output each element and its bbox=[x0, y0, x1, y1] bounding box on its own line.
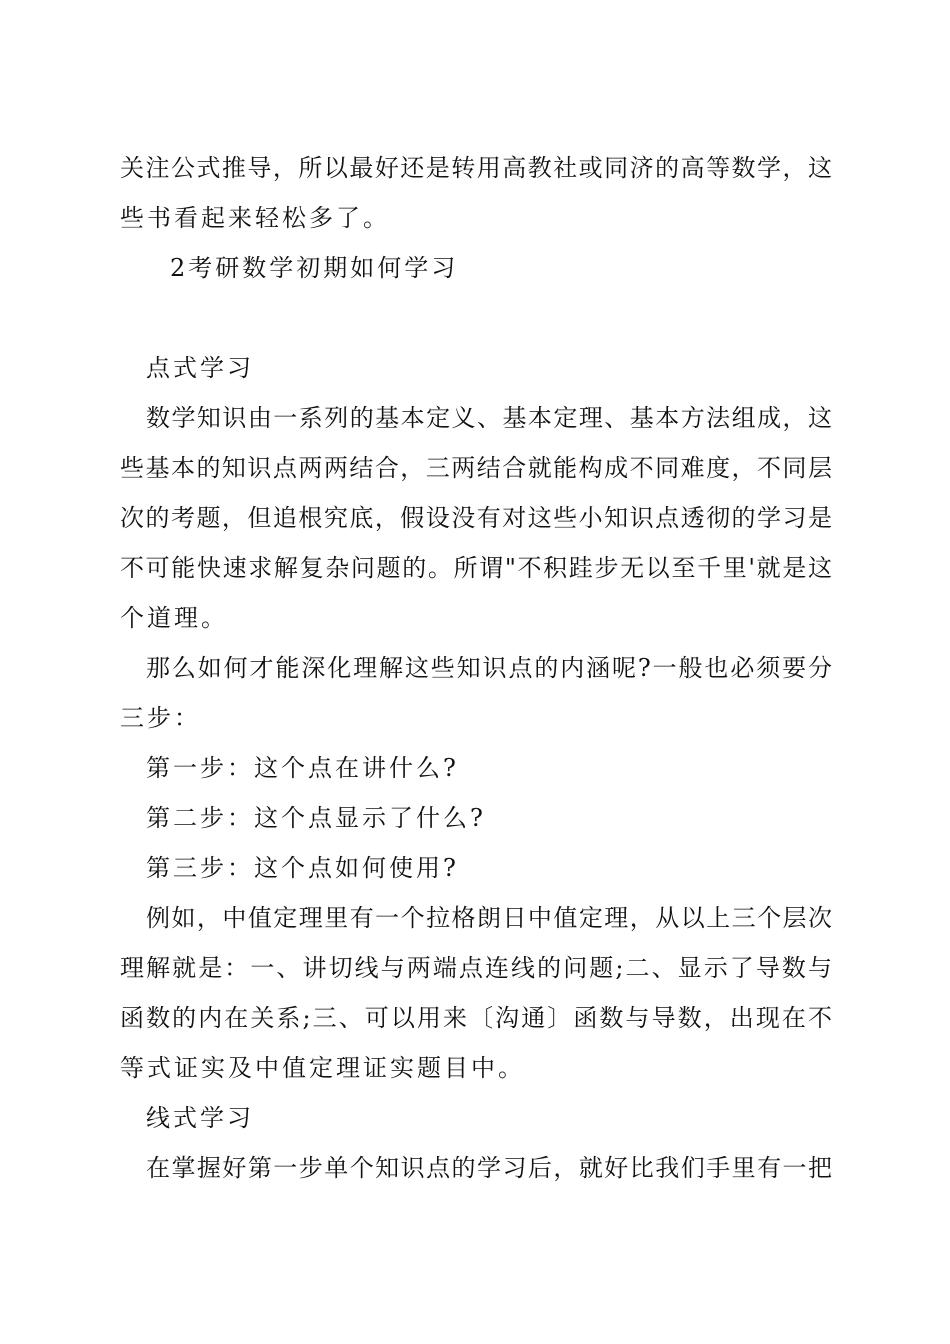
paragraph-line: 个道理。 bbox=[120, 604, 228, 632]
paragraph-line: 数学知识由一系列的基本定义、基本定理、基本方法组成，这 bbox=[146, 404, 832, 432]
paragraph-line: 等式证实及中值定理证实题目中。 bbox=[120, 1054, 525, 1082]
step-line: 第一步：这个点在讲什么? bbox=[146, 754, 459, 782]
subsection-heading: 线式学习 bbox=[146, 1104, 254, 1132]
step-line: 第二步：这个点显示了什么? bbox=[146, 804, 486, 832]
paragraph-line: 例如，中值定理里有一个拉格朗日中值定理，从以上三个层次 bbox=[146, 904, 832, 932]
paragraph-line: 函数的内在关系;三、可以用来〔沟通〕函数与导数，出现在不 bbox=[120, 1004, 832, 1032]
paragraph-line: 三步： bbox=[120, 704, 201, 732]
step-line: 第三步：这个点如何使用? bbox=[146, 854, 459, 882]
paragraph-line: 次的考题，但追根究底，假设没有对这些小知识点透彻的学习是 bbox=[120, 504, 832, 532]
paragraph-line: 不可能快速求解复杂问题的。所谓"不积跬步无以至千里'就是这 bbox=[120, 554, 832, 582]
paragraph-line: 关注公式推导，所以最好还是转用高教社或同济的高等数学，这 bbox=[120, 154, 832, 182]
paragraph-line: 理解就是：一、讲切线与两端点连线的问题;二、显示了导数与 bbox=[120, 954, 832, 982]
subsection-heading: 点式学习 bbox=[146, 354, 254, 382]
paragraph-line: 在掌握好第一步单个知识点的学习后，就好比我们手里有一把 bbox=[146, 1154, 832, 1182]
paragraph-line: 那么如何才能深化理解这些知识点的内涵呢?一般也必须要分 bbox=[146, 654, 832, 682]
paragraph-line: 些书看起来轻松多了。 bbox=[120, 204, 390, 232]
paragraph-line: 些基本的知识点两两结合，三两结合就能构成不同难度，不同层 bbox=[120, 454, 832, 482]
section-heading: 2考研数学初期如何学习 bbox=[170, 254, 459, 282]
